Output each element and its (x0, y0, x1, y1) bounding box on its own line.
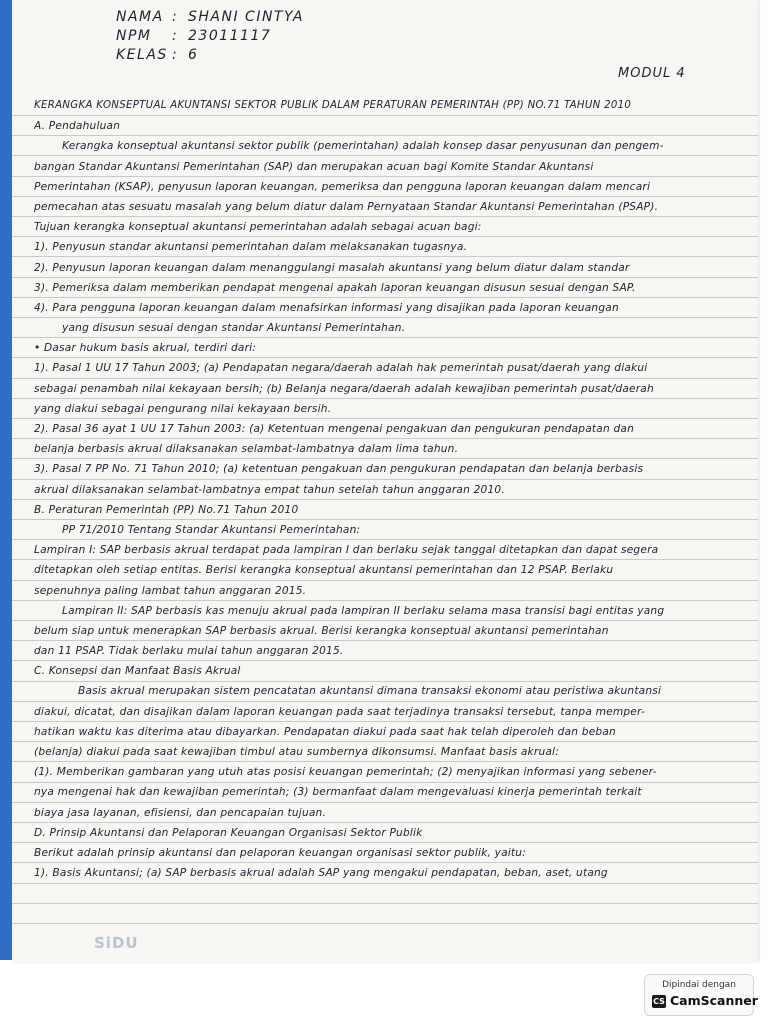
text-line: 1). Penyusun standar akuntansi pemerintahan dalam melaksanakan tugasnya. (34, 241, 468, 254)
text-line: akrual dilaksanakan selambat-lambatnya empat tahun setelah tahun anggaran 2010. (34, 483, 505, 496)
text-line: yang diakui sebagai pengurang nilai kekayaan bersih. (34, 402, 332, 415)
nama-label: NAMA (116, 9, 164, 25)
text-line: bangan Standar Akuntansi Pemerintahan (SAP) dan merupakan acuan bagi Komite Standar Akuntansi (34, 160, 594, 173)
ruled-line (12, 903, 758, 904)
text-line: A. Pendahuluan (34, 120, 121, 133)
text-line: Lampiran I: SAP berbasis akrual terdapat pada lampiran I dan berlaku sejak tanggal ditetapkan dan dapat segera (34, 544, 659, 557)
text-line: 3). Pasal 7 PP No. 71 Tahun 2010; (a) ketentuan pengakuan dan pengukuran pendapatan dan belanja berbasis (34, 463, 644, 476)
camscanner-watermark (644, 974, 758, 1016)
text-line: C. Konsepsi dan Manfaat Basis Akrual (34, 665, 241, 678)
text-line: biaya jasa layanan, efisiensi, dan pencapaian tujuan. (34, 806, 327, 819)
text-line: PP 71/2010 Tentang Standar Akuntansi Pemerintahan: (62, 523, 361, 536)
notebook-page (12, 0, 758, 962)
text-line: 1). Pasal 1 UU 17 Tahun 2003; (a) Pendapatan negara/daerah adalah hak pemerintah pusat/daerah yang diakui (34, 362, 648, 375)
text-line: pemecahan atas sesuatu masalah yang belum diatur dalam Pernyataan Standar Akuntansi Pemerintahan (PSAP). (34, 200, 659, 213)
text-line: D. Prinsip Akuntansi dan Pelaporan Keuangan Organisasi Sektor Publik (34, 826, 423, 839)
nama-value: SHANI CINTYA (188, 9, 305, 25)
student-info (116, 8, 304, 65)
text-line: belum siap untuk menerapkan SAP berbasis akrual. Berisi kerangka konseptual akuntansi pemerintahan (34, 624, 609, 637)
text-line: Kerangka konseptual akuntansi sektor publik (pemerintahan) adalah konsep dasar penyusunan dan pengem- (62, 140, 664, 153)
text-line: hatikan waktu kas diterima atau dibayarkan. Pendapatan diakui pada saat hak telah diperoleh dan beban (34, 725, 616, 738)
text-line: • Dasar hukum basis akrual, terdiri dari: (34, 342, 257, 355)
scan-border-strip (0, 0, 12, 960)
camscanner-logo-icon: CS (653, 997, 665, 1006)
text-line: Tujuan kerangka konseptual akuntansi pemerintahan adalah sebagai acuan bagi: (34, 221, 482, 234)
text-line: yang disusun sesuai dengan standar Akuntansi Pemerintahan. (62, 322, 406, 335)
text-line: 2). Pasal 36 ayat 1 UU 17 Tahun 2003: (a) Ketentuan mengenai pengakuan dan pengukuran pendapatan dan (34, 423, 634, 435)
handwritten-body (34, 96, 750, 883)
kelas-label: KELAS (116, 47, 168, 63)
text-line: sepenuhnya paling lambat tahun anggaran 2015. (34, 584, 307, 597)
module-label: MODUL 4 (618, 66, 686, 81)
text-line: 4). Para pengguna laporan keuangan dalam menafsirkan informasi yang disajikan pada laporan keuangan (34, 301, 619, 314)
scanner-caption: Dipindai dengan (662, 980, 736, 990)
npm-row: NPM : 23011117 (116, 28, 272, 44)
notebook-brand-logo: SiDU (94, 934, 139, 952)
text-line: Lampiran II: SAP berbasis kas menuju akrual pada lampiran II berlaku selama masa transisi bagi entitas yang (62, 604, 665, 617)
text-line: KERANGKA KONSEPTUAL AKUNTANSI SEKTOR PUBLIK DALAM PERATURAN PEMERINTAH (PP) NO.71 TAHUN 2010 (34, 100, 632, 111)
kelas-row: KELAS : 6 (116, 47, 199, 63)
text-line: nya mengenai hak dan kewajiban pemerintah; (3) bermanfaat dalam mengevaluasi kinerja pemerintah terkait (34, 786, 642, 799)
text-line: ditetapkan oleh setiap entitas. Berisi kerangka konseptual akuntansi pemerintahan dan 12 PSAP. Berlaku (34, 564, 614, 577)
text-line: belanja berbasis akrual dilaksanakan selambat-lambatnya dalam lima tahun. (34, 443, 459, 456)
npm-value: 23011117 (188, 28, 272, 44)
text-line: sebagai penambah nilai kekayaan bersih; (b) Belanja negara/daerah adalah kewajiban pemerintah pusat/daerah (34, 382, 654, 395)
text-line: diakui, dicatat, dan disajikan dalam laporan keuangan pada saat terjadinya transaksi tersebut, tanpa memper- (34, 705, 645, 718)
ruled-line (12, 923, 758, 924)
text-line: dan 11 PSAP. Tidak berlaku mulai tahun anggaran 2015. (34, 645, 344, 658)
text-line: (belanja) diakui pada saat kewajiban timbul atau sumbernya dikonsumsi. Manfaat basis akrual: (34, 746, 559, 758)
npm-label: NPM (116, 28, 152, 44)
kelas-value: 6 (188, 47, 199, 63)
text-line: B. Peraturan Pemerintah (PP) No.71 Tahun 2010 (34, 503, 299, 516)
text-line: 1). Basis Akuntansi; (a) SAP berbasis akrual adalah SAP yang mengakui pendapatan, beban, aset, utang (34, 867, 608, 880)
text-line: (1). Memberikan gambaran yang utuh atas posisi keuangan pemerintah; (2) menyajikan informasi yang sebener- (34, 766, 657, 779)
nama-row: NAMA : SHANI CINTYA (116, 9, 305, 25)
text-line: Pemerintahan (KSAP), penyusun laporan keuangan, pemeriksa dan pengguna laporan keuangan dalam mencari (34, 180, 651, 193)
scanner-name: CamScanner (670, 993, 758, 1008)
text-line: 3). Pemeriksa dalam memberikan pendapat mengenai apakah laporan keuangan disusun sesuai dengan SAP. (34, 281, 636, 294)
text-line: 2). Penyusun laporan keuangan dalam menanggulangi masalah akuntansi yang belum diatur dalam standar (34, 261, 630, 274)
text-line: Basis akrual merupakan sistem pencatatan akuntansi dimana transaksi ekonomi atau peristiwa akuntansi (78, 685, 662, 698)
text-line: Berikut adalah prinsip akuntansi dan pelaporan keuangan organisasi sektor publik, yaitu: (34, 846, 526, 859)
